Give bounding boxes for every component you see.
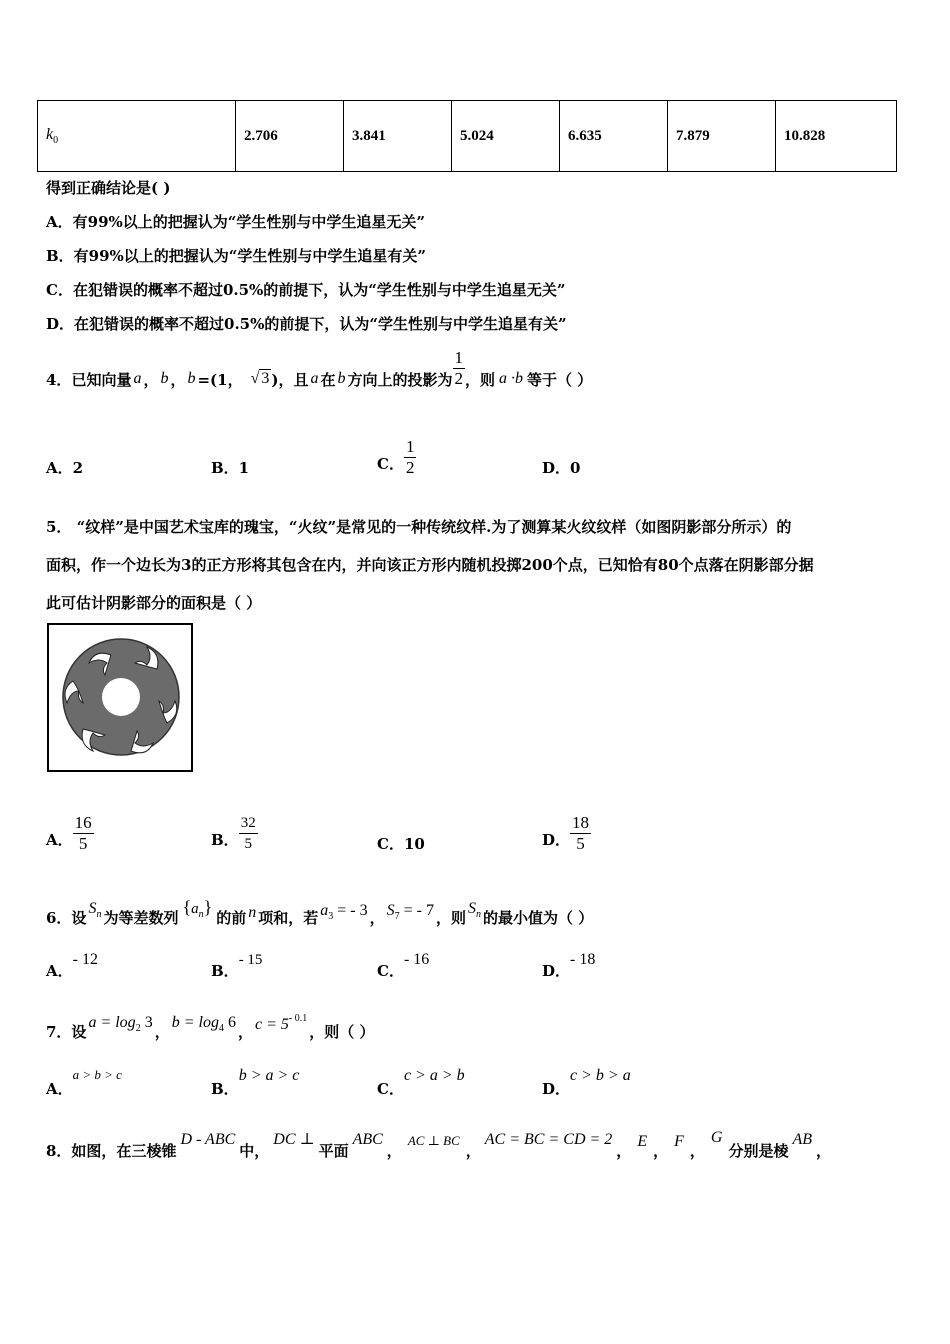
- q7-stem: 7．设 $a = \log_2 3$ ， $b = \log_4 6$ ， $c = 5^{- 0.1}$ ，则（ ）: [46, 1013, 375, 1041]
- q7-option-d: D． c > b > a: [542, 1067, 631, 1098]
- table-row: [38, 101, 897, 172]
- fraction: $\frac{32}{5}$: [240, 815, 256, 852]
- table-cell: 5.024: [452, 101, 560, 172]
- q4-option-a: A．2: [46, 459, 84, 477]
- fire-pattern-figure: [47, 623, 193, 772]
- q3-option-d: D．在犯错误的概率不超过0.5%的前提下，认为“学生性别与中学生追星有关”: [46, 315, 567, 333]
- q5-line-3: 此可估计阴影部分的面积是（ ）: [46, 594, 262, 612]
- q6-option-b: B． - 15: [211, 952, 263, 980]
- sequence-brace: $\{a_n\}$: [182, 897, 213, 920]
- q5-option-c: C．10: [377, 835, 425, 853]
- table-cell: 3.841: [344, 101, 452, 172]
- table-cell: 7.879: [668, 101, 776, 172]
- q8-stem: 8．如图，在三棱锥 D - ABC 中， DC ⊥ 平面 ABC ， AC ⊥ BC ， AC = BC = CD = 2 ， E ， F ， G 分别是棱 AB ，: [46, 1129, 832, 1160]
- q6-option-d: D． - 18: [542, 951, 596, 980]
- critical-value-table: [37, 100, 897, 172]
- q5-option-d: D． $\frac{18}{5}$: [542, 813, 590, 853]
- q5-option-b: B． $\frac{32}{5}$: [211, 815, 256, 852]
- q3-stem: 得到正确结论是( ): [46, 179, 171, 197]
- q6-option-c: C． - 16: [377, 951, 430, 980]
- q4-option-d: D．0: [542, 459, 581, 477]
- q4-option-b: B．1: [211, 459, 250, 477]
- q5-line-1: 5． “纹样”是中国艺术宝库的瑰宝，“火纹”是常见的一种传统纹样.为了测算某火纹纹样（如图阴影部分所示）的: [46, 518, 792, 536]
- table-header-cell: $k_0$: [38, 101, 236, 172]
- table-cell: 2.706: [236, 101, 344, 172]
- q7-option-a: A． a > b > c: [46, 1067, 122, 1098]
- q4-stem: 4． 已知向量 a ， b ， b =(1， √ 3 )，且 a 在 b 方向上的投影为 $\frac{1}{2}$ ，则 a ·b 等于（ ）: [46, 347, 593, 389]
- table-cell: 6.635: [560, 101, 668, 172]
- q6-stem: 6．设 $S_n$ 为等差数列 $\{a_n\}$ 的前 n 项和，若 $a_3$ = - 3 ， $S_7$ = - 7 ，则 $S_n$ 的最小值为（ ）: [46, 897, 594, 927]
- q3-option-a: A．有99%以上的把握认为“学生性别与中学生追星无关”: [46, 213, 426, 231]
- fraction: $\frac{18}{5}$: [572, 813, 590, 853]
- q7-option-c: C． c > a > b: [377, 1067, 465, 1098]
- q3-option-b: B．有99%以上的把握认为“学生性别与中学生追星有关”: [46, 247, 427, 265]
- q5-option-a: A． $\frac{16}{5}$: [46, 813, 92, 853]
- fraction: $\frac{16}{5}$: [74, 813, 92, 853]
- q6-option-a: A． - 12: [46, 951, 98, 980]
- fraction: $\frac{1}{2}$: [454, 347, 464, 388]
- fire-pattern-image: [49, 625, 191, 770]
- table-cell: 10.828: [776, 101, 897, 172]
- q5-line-2: 面积，作一个边长为3的正方形将其包含在内，并向该正方形内随机投掷200个点，已知恰有80个点落在阴影部分据: [46, 556, 814, 574]
- q7-option-b: B． b > a > c: [211, 1067, 300, 1098]
- q4-option-c: C． $\frac{1}{2}$: [377, 437, 415, 477]
- sqrt-symbol: √ 3: [250, 370, 270, 387]
- q3-option-c: C．在犯错误的概率不超过0.5%的前提下，认为“学生性别与中学生追星无关”: [46, 281, 566, 299]
- fraction: $\frac{1}{2}$: [405, 437, 415, 477]
